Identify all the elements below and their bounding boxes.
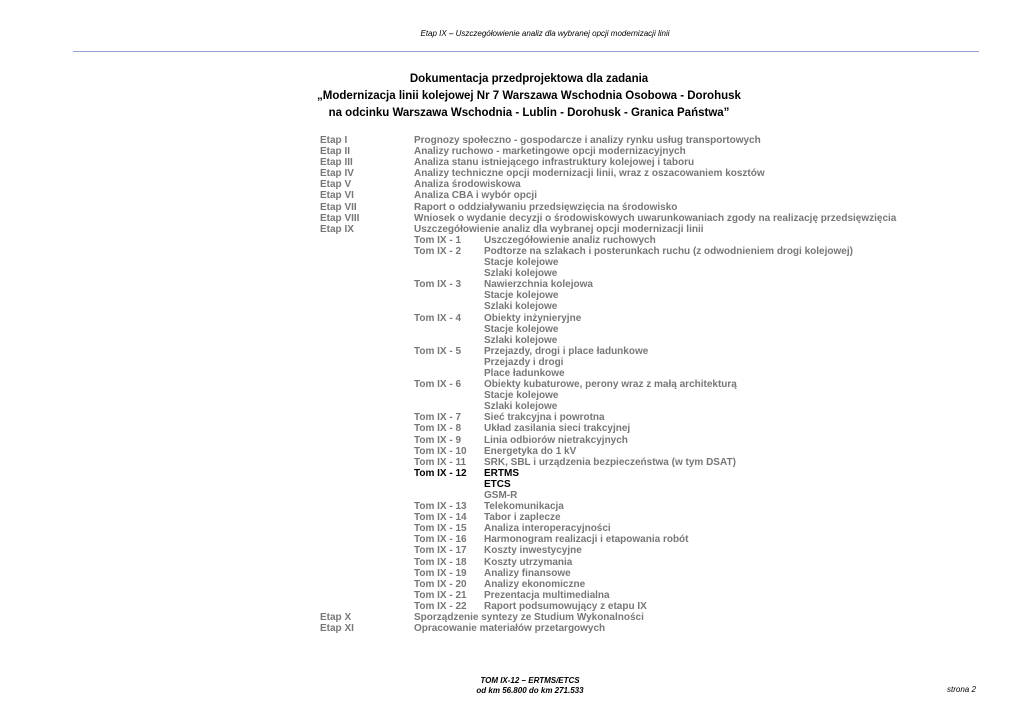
tom-description: Analizy ekonomiczne: [484, 578, 586, 590]
toc-row-tom: [320, 512, 940, 523]
subsection-item: Przejazdy i drogi: [484, 356, 564, 368]
tom-description: Uszczegółowienie analiz ruchowych: [484, 234, 656, 246]
tom-label: Tom IX - 20: [414, 578, 467, 590]
tom-description: Tabor i zaplecze: [484, 512, 561, 524]
running-header: Etap IX – Uszczegółowienie analiz dla wybranej opcji modernizacji linii: [420, 29, 670, 38]
tom-label: Tom IX - 13: [414, 501, 467, 513]
subsection-item: Szlaki kolejowe: [484, 301, 558, 313]
subsection-item: Szlaki kolejowe: [484, 268, 558, 280]
toc-row-sub: [320, 290, 940, 301]
subsection-item: GSM-R: [484, 490, 518, 501]
document-title: [0, 71, 1024, 122]
toc-row-sub: [320, 335, 940, 346]
header-rule: [73, 51, 979, 52]
toc-row-tom: [320, 423, 940, 434]
toc-row-tom: [320, 246, 940, 257]
subsection-item: Szlaki kolejowe: [484, 334, 558, 346]
etap-description: Opracowanie materiałów przetargowych: [414, 623, 606, 635]
toc-row-tom: [320, 412, 940, 423]
title-line-1: Dokumentacja przedprojektowa dla zadania: [409, 73, 649, 85]
toc-row-tom: [320, 279, 940, 290]
toc-row-sub: [320, 301, 940, 312]
tom-label: Tom IX - 21: [414, 589, 467, 601]
etap-label: Etap IX: [320, 223, 354, 235]
toc-row-sub: [320, 368, 940, 379]
etap-description: Analiza stanu istniejącego infrastruktury kolejowej i taboru: [414, 157, 695, 169]
toc-row-etap: [320, 190, 940, 201]
tom-label: Tom IX - 19: [414, 567, 467, 579]
footer-volume: [448, 676, 612, 695]
toc-row-tom: [320, 534, 940, 545]
etap-description: Analiza CBA i wybór opcji: [414, 190, 537, 202]
etap-description: Uszczegółowienie analiz dla wybranej opcji modernizacji linii: [414, 223, 704, 235]
tom-label: Tom IX - 18: [414, 556, 467, 568]
toc-row-tom: [320, 435, 940, 446]
toc-row-tom: [320, 568, 940, 579]
tom-label: Tom IX - 15: [414, 523, 467, 535]
tom-description: Przejazdy, drogi i place ładunkowe: [484, 345, 649, 357]
tom-description: Raport podsumowujący z etapu IX: [484, 600, 647, 612]
toc-row-tom: [320, 446, 940, 457]
toc-row-tom: [320, 313, 940, 324]
tom-description: Linia odbiorów nietrakcyjnych: [484, 434, 628, 446]
toc-row-tom: [320, 468, 940, 479]
title-line-2: „Modernizacja linii kolejowej Nr 7 Warszawa Wschodnia Osobowa - Dorohusk: [317, 90, 741, 102]
subsection-item: Stacje kolejowe: [484, 257, 559, 269]
etap-label: Etap I: [320, 135, 348, 146]
tom-description: Koszty inwestycyjne: [484, 545, 582, 557]
subsection-item: Stacje kolejowe: [484, 323, 559, 335]
footer-km-range: od km 56.800 do km 271.533: [476, 685, 584, 695]
toc-row-etap: [320, 146, 940, 157]
tom-label: Tom IX - 17: [414, 545, 467, 557]
toc-row-sub: [320, 390, 940, 401]
toc-row-etap: [320, 168, 940, 179]
tom-description: Obiekty kubaturowe, perony wraz z małą architekturą: [484, 379, 737, 391]
tom-description: ERTMS: [484, 467, 519, 479]
toc-row-etap: [320, 612, 940, 623]
etap-label: Etap IV: [320, 168, 354, 180]
etap-label: Etap VI: [320, 190, 354, 202]
tom-label: Tom IX - 7: [414, 412, 462, 424]
toc-row-etap: [320, 224, 940, 235]
toc-row-etap: [320, 213, 940, 224]
toc-row-sub: [320, 357, 940, 368]
etap-description: Prognozy społeczno - gospodarcze i analizy rynku usług transportowych: [414, 135, 761, 146]
etap-label: Etap VIII: [320, 212, 360, 224]
tom-label: Tom IX - 16: [414, 534, 467, 546]
tom-description: Nawierzchnia kolejowa: [484, 279, 593, 291]
tom-description: Energetyka do 1 kV: [484, 445, 577, 457]
etap-label: Etap XI: [320, 623, 354, 635]
tom-label: Tom IX - 8: [414, 423, 462, 435]
subsection-item: Stacje kolejowe: [484, 390, 559, 402]
tom-description: Obiekty inżynieryjne: [484, 312, 582, 324]
tom-label: Tom IX - 12: [414, 467, 467, 479]
toc-row-tom: [320, 457, 940, 468]
toc-row-sub: [320, 479, 940, 490]
tom-label: Tom IX - 4: [414, 312, 462, 324]
tom-label: Tom IX - 10: [414, 445, 467, 457]
toc-row-etap: [320, 179, 940, 190]
toc-row-sub: [320, 401, 940, 412]
tom-description: Prezentacja multimedialna: [484, 589, 610, 601]
toc-row-etap: [320, 157, 940, 168]
toc-row-tom: [320, 235, 940, 246]
subsection-item: Szlaki kolejowe: [484, 401, 558, 413]
tom-label: Tom IX - 2: [414, 245, 462, 257]
tom-description: Podtorze na szlakach i posterunkach ruchu (z odwodnieniem drogi kolejowej): [484, 245, 853, 257]
tom-label: Tom IX - 9: [414, 434, 462, 446]
tom-label: Tom IX - 3: [414, 279, 462, 291]
table-of-contents: [320, 135, 940, 634]
toc-row-tom: [320, 346, 940, 357]
toc-row-tom: [320, 579, 940, 590]
toc-row-etap: [320, 623, 940, 634]
etap-label: Etap VII: [320, 201, 357, 213]
tom-description: Koszty utrzymania: [484, 556, 573, 568]
tom-description: Układ zasilania sieci trakcyjnej: [484, 423, 631, 435]
tom-description: Analizy finansowe: [484, 567, 571, 579]
toc-row-sub: [320, 490, 940, 501]
footer-volume-title: TOM IX-12 – ERTMS/ETCS: [480, 676, 580, 685]
etap-description: Raport o oddziaływaniu przedsięwzięcia na środowisko: [414, 201, 678, 213]
etap-label: Etap V: [320, 179, 352, 191]
subsection-item: Place ładunkowe: [484, 367, 565, 379]
toc-row-tom: [320, 601, 940, 612]
toc-row-tom: [320, 590, 940, 601]
tom-description: Sieć trakcyjna i powrotna: [484, 412, 605, 424]
toc-row-tom: [320, 545, 940, 556]
toc-row-etap: [320, 135, 940, 146]
subsection-item: Stacje kolejowe: [484, 290, 559, 302]
toc-row-sub: [320, 324, 940, 335]
title-line-3: na odcinku Warszawa Wschodnia - Lublin - Dorohusk - Granica Państwa”: [328, 107, 730, 119]
toc-row-tom: [320, 557, 940, 568]
etap-description: Analizy ruchowo - marketingowe opcji modernizacyjnych: [414, 146, 686, 158]
tom-description: Telekomunikacja: [484, 501, 564, 513]
tom-description: SRK, SBL i urządzenia bezpieczeństwa (w tym DSAT): [484, 456, 736, 468]
tom-label: Tom IX - 22: [414, 600, 467, 612]
etap-description: Wniosek o wydanie decyzji o środowiskowych uwarunkowaniach zgody na realizację przedsięwzięcia: [414, 212, 897, 224]
tom-label: Tom IX - 1: [414, 234, 462, 246]
toc-row-sub: [320, 268, 940, 279]
tom-description: Harmonogram realizacji i etapowania robót: [484, 534, 689, 546]
tom-description: Analiza interoperacyjności: [484, 523, 611, 535]
toc-row-tom: [320, 379, 940, 390]
tom-label: Tom IX - 5: [414, 345, 462, 357]
etap-description: Sporządzenie syntezy ze Studium Wykonalności: [414, 612, 644, 624]
tom-label: Tom IX - 11: [414, 456, 467, 468]
tom-label: Tom IX - 14: [414, 512, 467, 524]
toc-row-etap: [320, 202, 940, 213]
toc-row-tom: [320, 501, 940, 512]
page-number: strona 2: [947, 685, 976, 694]
etap-label: Etap II: [320, 146, 351, 158]
etap-label: Etap III: [320, 157, 353, 169]
etap-description: Analizy techniczne opcji modernizacji linii, wraz z oszacowaniem kosztów: [414, 168, 765, 180]
subsection-item: ETCS: [484, 478, 511, 490]
etap-description: Analiza środowiskowa: [414, 179, 521, 191]
toc-row-tom: [320, 523, 940, 534]
etap-label: Etap X: [320, 612, 352, 624]
tom-label: Tom IX - 6: [414, 379, 462, 391]
toc-row-sub: [320, 257, 940, 268]
